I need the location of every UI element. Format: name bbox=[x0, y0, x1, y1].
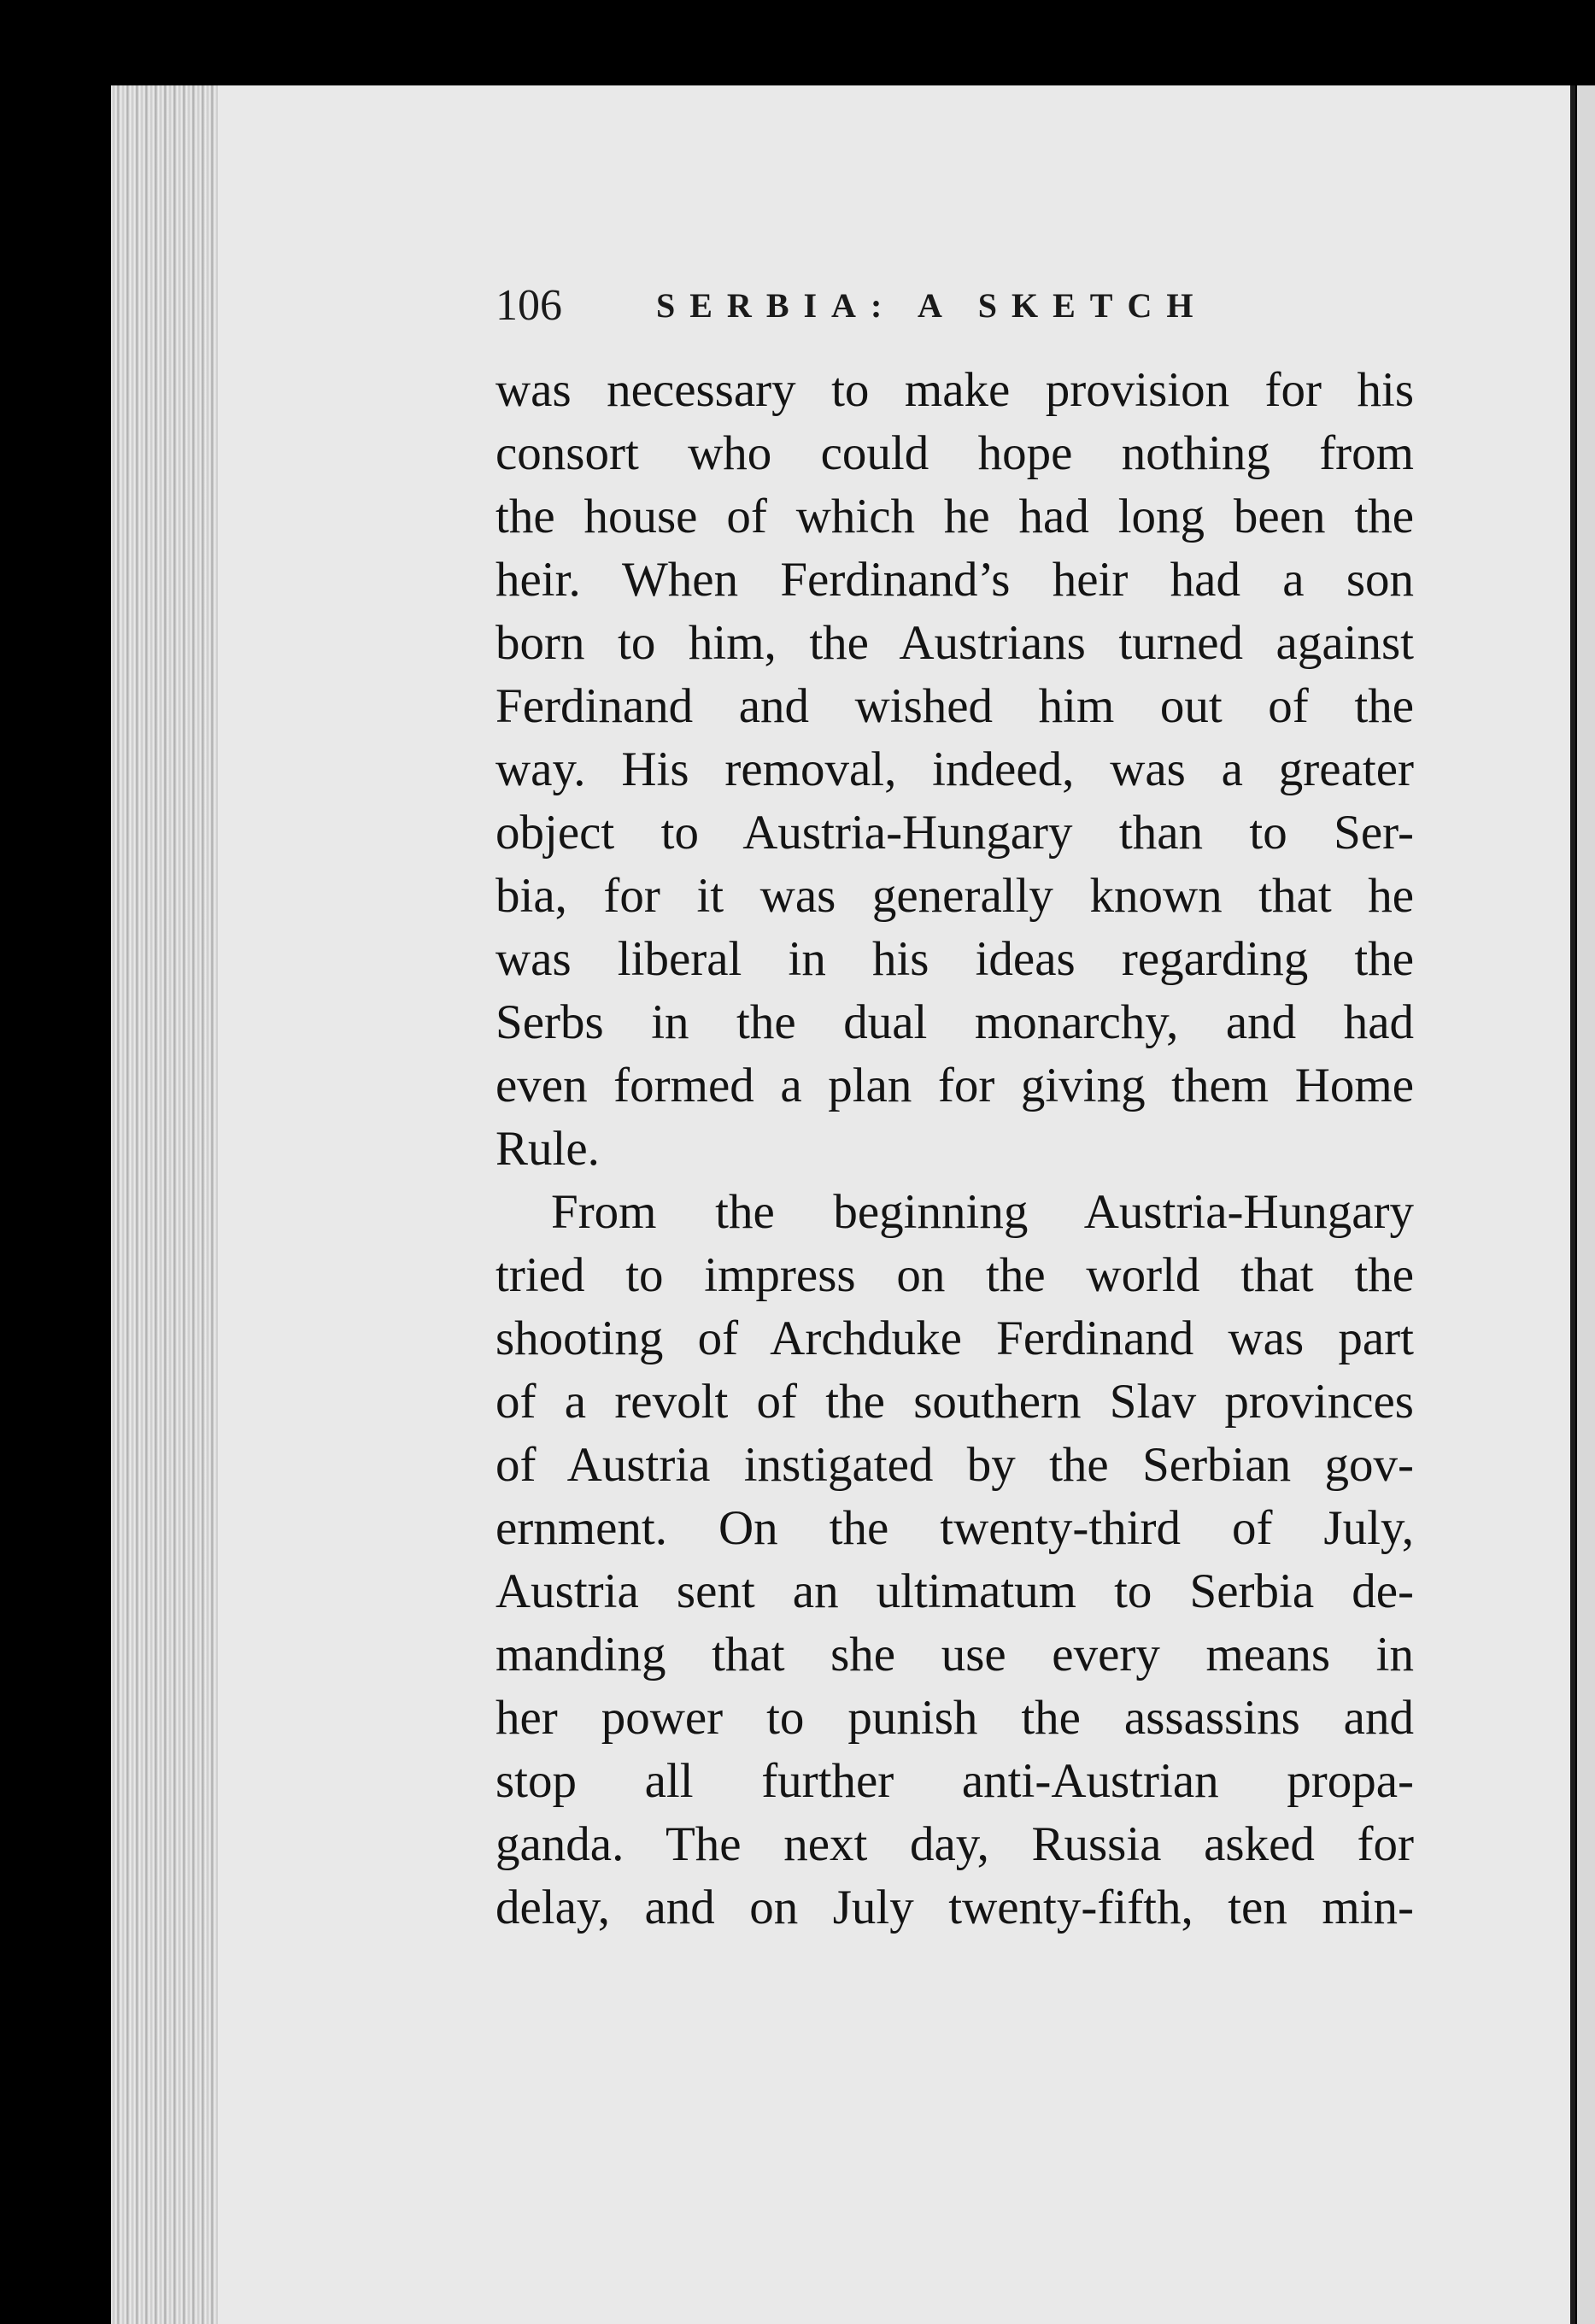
text-line: way. His removal, indeed, was a greater bbox=[496, 742, 1414, 796]
text-line: Ferdinand and wished him out of the bbox=[496, 679, 1414, 733]
text-line: born to him, the Austrians turned against bbox=[496, 616, 1414, 670]
text-line: bia, for it was generally known that he bbox=[496, 869, 1414, 923]
text-line: Austria sent an ultimatum to Serbia de- bbox=[496, 1564, 1414, 1618]
paragraph bbox=[496, 359, 1414, 1181]
text-line: ganda. The next day, Russia asked for bbox=[496, 1817, 1414, 1871]
text-line: consort who could hope nothing from bbox=[496, 426, 1414, 480]
text-line: Serbs in the dual monarchy, and had bbox=[496, 995, 1414, 1049]
text-line: From the beginning Austria-Hungary bbox=[551, 1185, 1414, 1239]
text-line: of a revolt of the southern Slav provinces bbox=[496, 1375, 1414, 1429]
text-line: the house of which he had long been the bbox=[496, 490, 1414, 543]
text-line: tried to impress on the world that the bbox=[496, 1248, 1414, 1302]
text-line: was necessary to make provision for his bbox=[496, 363, 1414, 417]
running-title: SERBIA: A SKETCH bbox=[656, 286, 1208, 325]
text-line: manding that she use every means in bbox=[496, 1628, 1414, 1681]
text-line: of Austria instigated by the Serbian gov- bbox=[496, 1438, 1414, 1492]
text-line: was liberal in his ideas regarding the bbox=[496, 932, 1414, 986]
text-line: stop all further anti-Austrian propa- bbox=[496, 1754, 1414, 1808]
page-number: 106 bbox=[496, 281, 562, 330]
paragraph bbox=[496, 1181, 1414, 1940]
page-border bbox=[1570, 85, 1575, 2324]
text-line: her power to punish the assassins and bbox=[496, 1691, 1414, 1745]
text-line: shooting of Archduke Ferdinand was part bbox=[496, 1312, 1414, 1365]
body-text bbox=[496, 359, 1414, 1940]
text-line: Rule. bbox=[496, 1122, 600, 1176]
text-line: object to Austria-Hungary than to Ser- bbox=[496, 806, 1414, 860]
text-line: even formed a plan for giving them Home bbox=[496, 1059, 1414, 1112]
page-edges bbox=[111, 85, 222, 2324]
text-line: heir. When Ferdinand’s heir had a son bbox=[496, 553, 1414, 607]
book-spine bbox=[1577, 85, 1595, 2324]
running-head bbox=[496, 272, 1435, 340]
text-line: ernment. On the twenty-third of July, bbox=[496, 1501, 1414, 1555]
text-line: delay, and on July twenty-fifth, ten min- bbox=[496, 1881, 1414, 1934]
